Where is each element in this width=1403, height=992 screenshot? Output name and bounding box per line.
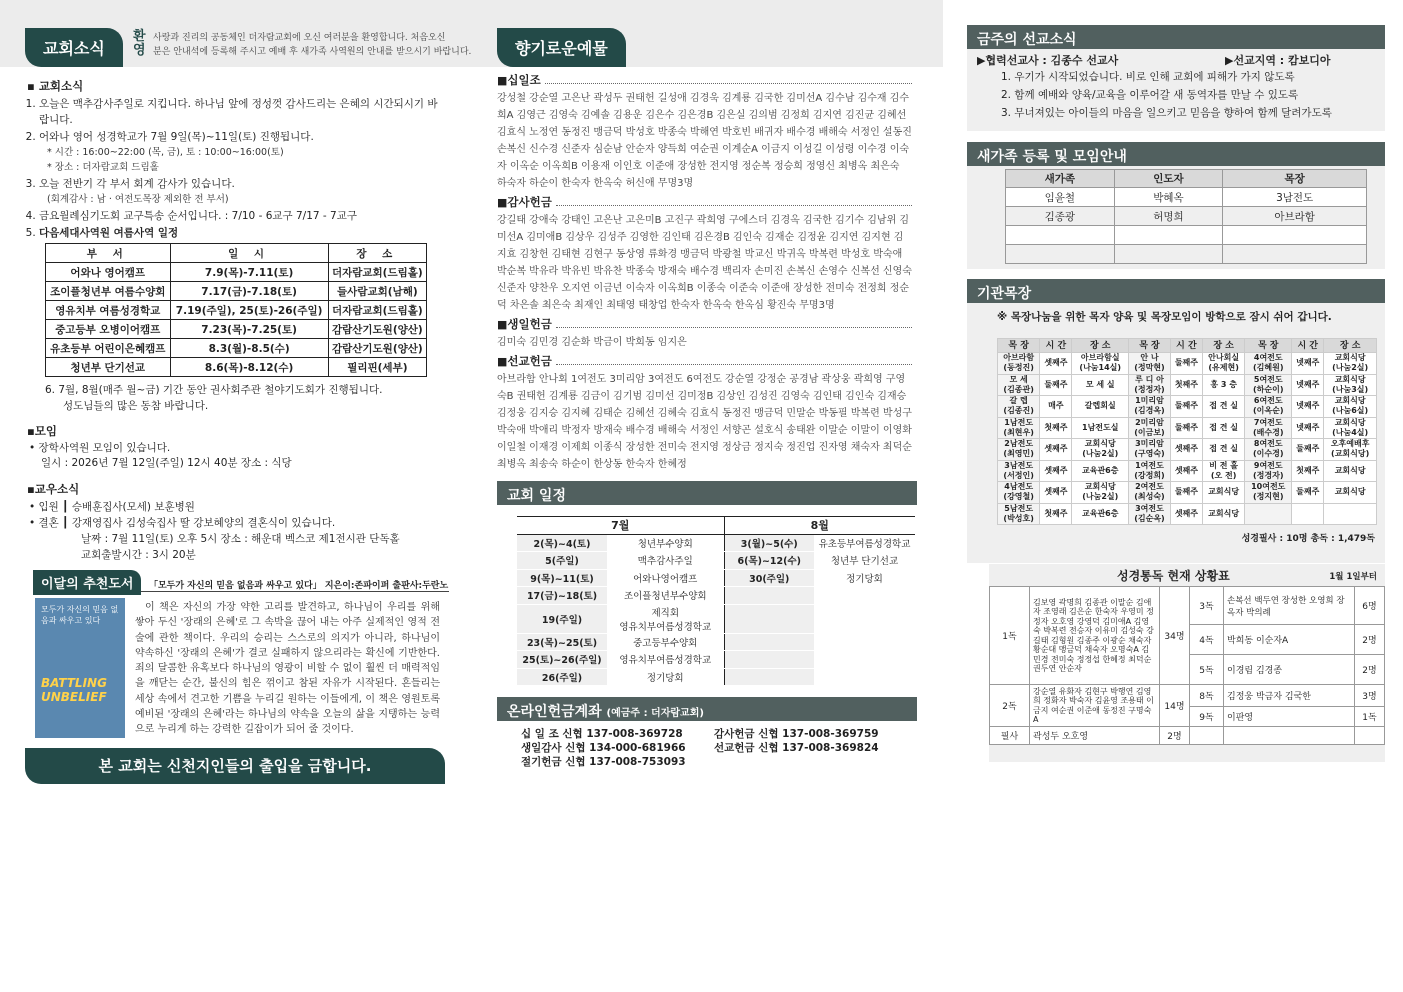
text-field: 감사헌금 [507, 195, 552, 209]
welcome-text [153, 31, 483, 59]
summer-row [46, 339, 427, 358]
schedule-date [724, 633, 814, 651]
schedule-header: 교회 일정 [497, 481, 917, 505]
summer-cell: 7.23(목)-7.25(토) [170, 320, 328, 339]
schedule-event [814, 668, 915, 686]
summer-cell: 더자람교회(드림홀) [328, 263, 426, 282]
registration-cell: 임윤철 [1006, 188, 1115, 207]
ministry-cell: 5여전도 (하순이) [1245, 374, 1292, 396]
ministry-cell: 넷째주 [1292, 374, 1324, 396]
registration-cell: 박혜옥 [1114, 188, 1223, 207]
summer-row [46, 320, 427, 339]
text-field: 절기헌금 신협 137-008-753093 [521, 756, 686, 768]
text-field: 14명 [1160, 685, 1190, 727]
text-field: 1독 [990, 587, 1030, 685]
schedule-row [517, 552, 915, 570]
schedule-row [517, 534, 915, 552]
meeting-text [29, 441, 445, 471]
ministry-cell: 둘째주 [1040, 374, 1072, 396]
text-field: (예금주 : 더자람교회) [606, 708, 704, 719]
text-field: 손복선 백두연 장성한 오영희 장옥자 박의례 [1224, 587, 1355, 625]
ministry-cell: 2남전도 (최영민) [998, 439, 1040, 461]
summer-row [46, 263, 427, 282]
book-description: 이 책은 자신의 가장 약한 고리를 발견하고, 하나님이 우리를 위해 쌓아 두신 '장래의 은혜'로 그 속박을 끊어 내는 아주 실제적인 영적 전술에 관한 책이다. 우리의 승리는 스스로의 의지가 아니라, 하나님이 약속하신 '장래의 은혜'가 결코 실패하지 않으리라는 확신에 기반한다. 죄의 달콤한 유혹보다 하나님의 영광이 비할 수 없이 훨씬 더 매력적임을 깨닫는 순간, 불신의 힘은 꺾이고 참된 자유가 시작된다. 흔들리는 세상 속에서 견고한 기쁨을 누리길 원하는 이들에게, 이 책은 영원토록 예비된 '장래의 은혜'라는 하나님의 약속을 오늘의 삶을 지탱하는 능력으로 누리게 하는 강력한 길잡이가 되어 줄 것이다. [135, 602, 440, 736]
ministry-cell: 2미리암 (이금보) [1129, 417, 1171, 439]
schedule-event: 영유치부여름성경학교 [607, 651, 724, 669]
book-header [33, 570, 449, 592]
text-field: 일 시 [170, 244, 328, 263]
ministry-cell: 9여전도 (정경자) [1245, 460, 1292, 482]
text-field: • 장학사역원 모임이 있습니다. [29, 442, 171, 454]
text-field: 분은 안내석에 등록해 주시고 예배 후 새가족 사역원의 안내를 받으시기 바랍니다. [153, 47, 472, 57]
text-field: 김정웅 박금자 김국한 [1224, 685, 1355, 707]
text-field: 사랑과 진리의 공동체인 더자람교회에 오신 여러분을 환영합니다. 처음오신 [153, 33, 446, 43]
account-row [521, 741, 921, 755]
mission-item: 2. 함께 예배와 양육/교육을 이루어갈 새 동역자를 만날 수 있도록 [1001, 89, 1299, 101]
registration-cell [1223, 226, 1367, 245]
text-field: 부 서 [46, 244, 171, 263]
text-field: 교회소식 [38, 79, 84, 93]
summer-row [46, 301, 427, 320]
account-list [521, 727, 921, 769]
ministry-cell: 접 견 실 [1202, 439, 1244, 461]
summer-cell: 7.9(목)-7.11(토) [170, 263, 328, 282]
text-field: 십 일 조 신협 137-008-369728 [521, 728, 683, 740]
book-cover-image [35, 598, 125, 738]
text-field: 2명 [1160, 727, 1190, 745]
ministry-cell: 교회식당 [1202, 482, 1244, 504]
bible-row [990, 685, 1385, 707]
ministry-cell: 교회식당 (나눔6실) [1324, 396, 1377, 418]
ministry-cell: 셋째주 [1040, 460, 1072, 482]
ministry-cell: 셋째주 [1040, 439, 1072, 461]
ministry-cell: 교회식당 (나눔3실) [1324, 374, 1377, 396]
ministry-cell: 넷째주 [1292, 396, 1324, 418]
schedule-date: 2(목)~4(토) [517, 534, 607, 552]
schedule-event [814, 587, 915, 605]
ministry-cell: 6여전도 (이옥순) [1245, 396, 1292, 418]
ministry-cell: 1여전도 (강정희) [1129, 460, 1171, 482]
ministry-row [998, 396, 1377, 418]
ministry-cell: 오후예배후 (교회식당) [1324, 439, 1377, 461]
text-field: (회계감사 : 남 · 여전도목장 제외한 전 부서) [47, 194, 229, 205]
text-field: * 장소 : 더자람교회 드림홀 [47, 162, 159, 173]
schedule-row [517, 604, 915, 633]
member-news-title: ▪교우소식 [27, 482, 80, 496]
text-field: • 입원 ┃ 승배훈집사(모세) 보훈병원 [29, 501, 195, 513]
bible-title: 성경통독 현재 상황표 [1117, 569, 1230, 583]
text-field: 환 [133, 29, 146, 44]
schedule-date [724, 651, 814, 669]
offering-names: 김미숙 김민경 김순화 박금이 박희동 임지은 [497, 337, 687, 348]
text-field: 1독 [1355, 707, 1385, 727]
bible-date: 1월 1일부터 [1329, 572, 1377, 582]
bible-table [989, 586, 1385, 745]
summer-cell: 필리핀(세부) [328, 358, 426, 377]
schedule-event: 정기당회 [814, 569, 915, 587]
ministry-cell: 아브라함 (동정진) [998, 353, 1040, 375]
ministry-cell: 첫째주 [1040, 417, 1072, 439]
news-item [39, 176, 445, 207]
mission-box [967, 49, 1385, 131]
ministry-head-cell: 장 소 [1324, 339, 1377, 353]
ministry-cell: 갈 렙 (김종진) [998, 396, 1040, 418]
text-field: 2명 [1355, 625, 1385, 655]
mission-header: 금주의 선교소식 [967, 25, 1385, 49]
registration-cell [1114, 226, 1223, 245]
schedule-date: 19(주일) [517, 604, 607, 633]
text-field: 34명 [1160, 587, 1190, 685]
ministry-cell: 넷째주 [1292, 353, 1324, 375]
text-field: • 결혼 ┃ 강재영집사 김성숙집사 딸 강보혜양의 결혼식이 있습니다. [29, 517, 336, 529]
text-field: 일시 : 2026년 7월 12일(주일) 12시 40분 장소 : 식당 [41, 457, 292, 469]
registration-cell [1114, 245, 1223, 264]
summer-cell: 8.3(월)-8.5(수) [170, 339, 328, 358]
text-field: UNBELIEF [41, 690, 107, 704]
schedule-event: 어와나영어캠프 [607, 569, 724, 587]
schedule-row [517, 587, 915, 605]
ministry-cell: 첫째주 [1292, 460, 1324, 482]
text-field: 4독 [1190, 625, 1224, 655]
text-field: 선교헌금 신협 137-008-369824 [714, 742, 879, 754]
ministry-cell: 비 전 홀 (오 전) [1202, 460, 1244, 482]
text-field: 이판영 [1224, 707, 1355, 727]
registration-cell: 김종광 [1006, 207, 1115, 226]
registration-row [1006, 207, 1367, 226]
summer-cell: 감람산기도원(양산) [328, 320, 426, 339]
ministry-cell: 둘째주 [1170, 417, 1202, 439]
ministry-cell: 갈렙회실 [1072, 396, 1129, 418]
ministry-cell: 5남전도 (박성호) [998, 503, 1040, 525]
summer-cell: 더자람교회(드림홀) [328, 301, 426, 320]
ministry-head-cell: 장 소 [1202, 339, 1244, 353]
offerings-header: 향기로운예물 [497, 28, 626, 67]
ministry-cell: 1남전도실 [1072, 417, 1129, 439]
ministry-cell: 접 견 실 [1202, 417, 1244, 439]
ministry-note: ※ 목장나눔을 위한 목자 양육 및 목장모임이 방학으로 잠시 쉬어 갑니다. [997, 311, 1332, 323]
news-item-6-sub: 성도님들의 많은 동참 바랍니다. [63, 400, 209, 412]
text-field: 7월 [517, 517, 724, 535]
text-field: 감사헌금 신협 137-008-369759 [714, 728, 879, 740]
registration-header: 새가족 등록 및 모임안내 [967, 142, 1385, 166]
schedule-row [517, 569, 915, 587]
ministry-cell: 루 디 아 (정정자) [1129, 374, 1171, 396]
news-item-6: 6. 7월, 8월(매주 월~금) 기간 동안 권사회주관 철야기도회가 진행됩니다. [45, 384, 383, 396]
summer-cell: 7.19(주일), 25(토)-26(주일) [170, 301, 328, 320]
ministry-cell: 교육관6층 [1072, 460, 1129, 482]
ministry-cell: 둘째주 [1292, 439, 1324, 461]
ministry-head-cell: 목 장 [998, 339, 1040, 353]
summer-cell: 감람산기도원(양산) [328, 339, 426, 358]
schedule-event: 제직회 영유치부여름성경학교 [607, 604, 724, 633]
text-field: BATTLING [41, 676, 107, 690]
ministry-cell [1324, 503, 1377, 525]
schedule-date: 23(목)~25(토) [517, 633, 607, 651]
news-item: 4. 금요월례심기도회 교구특송 순서입니다. : 7/10 - 6교구 7/17 - 7교구 [39, 208, 445, 224]
ministry-cell: 교육관6층 [1072, 503, 1129, 525]
text-field: 2독 [990, 685, 1030, 727]
bible-row [990, 727, 1385, 745]
ministry-cell: 셋째주 [1170, 460, 1202, 482]
ministry-cell: 셋째주 [1040, 482, 1072, 504]
ministry-cell [1292, 503, 1324, 525]
ministry-cell: 1미리암 (김경옥) [1129, 396, 1171, 418]
ministry-cell: 아브라함실 (나눔14실) [1072, 353, 1129, 375]
registration-row [1006, 226, 1367, 245]
schedule-date [724, 668, 814, 686]
text-field: 8독 [1190, 685, 1224, 707]
schedule-event: 유초등부여름성경학교 [814, 534, 915, 552]
summer-cell: 8.6(목)-8.12(수) [170, 358, 328, 377]
ministry-cell: 교회식당 [1202, 503, 1244, 525]
ministry-cell: 넷째주 [1292, 417, 1324, 439]
registration-row [1006, 188, 1367, 207]
book-label: 이달의 추천도서 [33, 570, 141, 595]
offering-section-title: ■ 생일헌금 [497, 316, 912, 332]
schedule-date [724, 604, 814, 633]
notice-banner: 본 교회는 신천지인들의 출입을 금합니다. [25, 748, 445, 784]
text-field: * 시간 : 16:00~22:00 (목, 금), 토 : 10:00~16:00(토) [47, 147, 284, 158]
text-field: 오늘 전반기 각 부서 회계 감사가 있습니다. [39, 178, 235, 190]
ministry-head-cell: 시 간 [1292, 339, 1324, 353]
text-field: 온라인헌금계좌 [507, 704, 602, 720]
ministry-cell: 3여전도 (김순옥) [1129, 503, 1171, 525]
missionary-name: ▶협력선교사 : 김종수 선교사 [977, 54, 1119, 67]
ministry-cell: 교회식당 (나눔2실) [1072, 482, 1129, 504]
ministry-cell: 교회식당 (나눔2실) [1324, 353, 1377, 375]
ministry-cell: 둘째주 [1170, 482, 1202, 504]
ministry-head-cell: 시 간 [1040, 339, 1072, 353]
offering-section-title: ■ 감사헌금 [497, 194, 912, 210]
text-field: 교우소식 [34, 482, 80, 496]
ministry-cell: 안나회실 (유제현) [1202, 353, 1244, 375]
text-field: 이경림 김경종 [1224, 655, 1355, 685]
offering-section-title: ■ 선교헌금 [497, 353, 912, 369]
text-field: 목장 [1223, 170, 1367, 188]
text-field: 5독 [1190, 655, 1224, 685]
ministry-row [998, 460, 1377, 482]
text-field: 모임 [34, 424, 58, 438]
mission-item: 3. 무너져있는 아이들의 마음을 일으키고 믿음을 향하여 함께 달려가도록 [1001, 107, 1332, 119]
text-field: 김보영 곽명희 김종관 이말순 김애자 조영래 김은순 한숙자 우영미 정정자 오호영 강영덕 김미애A 김영숙 박복련 전승자 이유미 김성숙 강길태 김형원 김종주 이광순 채숙자 황순대 맹금덕 채숙자 오명숙A 김민경 전미숙 정정섭 한혜정 최덕순 권두연 안순자 [1030, 587, 1160, 685]
schedule-date: 26(주일) [517, 668, 607, 686]
ministry-head-cell: 목 장 [1129, 339, 1171, 353]
ministry-row [998, 482, 1377, 504]
ministry-cell: 셋째주 [1170, 439, 1202, 461]
ministry-cell: 4여전도 (김혜원) [1245, 353, 1292, 375]
text-field: 3명 [1355, 685, 1385, 707]
ministry-row [998, 417, 1377, 439]
mission-region: ▶선교지역 : 캄보디아 [1225, 54, 1331, 67]
ministry-box [967, 303, 1385, 563]
ministry-cell: 교회식당 (나눔4실) [1324, 417, 1377, 439]
schedule-event: 정기당회 [607, 668, 724, 686]
offering-names: 아브라함 안나회 1여전도 3미리암 3여전도 6여전도 강순열 강정순 공경남 곽상웅 곽희영 구영숙B 권태헌 김계룡 김금이 김기범 김미선 김미정B 김상인 김성진 김영숙 김인태 김인숙 김재승 김정웅 김지승 김지혜 김태순 김혜선 김혜숙 김효식 동정진 맹금덕 민말순 박동필 박복련 박성구 박숙애 박애리 박정자 방재숙 배수경 배해숙 서정인 서향곤 설호식 송태완 이말순 이말이 이영화 이일철 이재경 이제희 이종식 장성한 전미숙 전지영 정상금 정지숙 정진업 진자영 채숙자 최덕순 최병옥 최송숙 하순이 한상동 한숙자 한혜정 [497, 374, 912, 470]
schedule-row [517, 668, 915, 686]
text-field: 다음세대사역원 여름사역 일정 [39, 227, 179, 239]
schedule-date: 3(월)~5(수) [724, 534, 814, 552]
registration-table [1005, 169, 1367, 264]
bible-row [990, 587, 1385, 625]
summer-cell: 중고등부 오병이어캠프 [46, 320, 171, 339]
text-field: 모두가 자신의 믿음 없음과 싸우고 있다 [41, 605, 119, 625]
text-field: 인도자 [1114, 170, 1223, 188]
ministry-cell: 교회식당 (나눔2실) [1072, 439, 1129, 461]
text-field: 생일감사 신협 134-000-681966 [521, 742, 686, 754]
ministry-cell: 8여전도 (이수경) [1245, 439, 1292, 461]
ministry-cell: 1남전도 (최현우) [998, 417, 1040, 439]
registration-row [1006, 245, 1367, 264]
ministry-row [998, 503, 1377, 525]
ministry-cell: 홍 3 층 [1202, 374, 1244, 396]
text-field: 영 [133, 43, 146, 58]
registration-cell [1006, 226, 1115, 245]
summer-cell: 청년부 단기선교 [46, 358, 171, 377]
summer-cell: 들사람교회(남해) [328, 282, 426, 301]
offering-list [497, 70, 912, 475]
offering-names: 강길태 강애숙 강태인 고은난 고은미B 고진구 곽희영 구에스더 김경옥 김국한 김기수 김남위 김미선A 김미애B 김상우 김성주 김영한 김인태 김은경B 김인숙 김재순 김정윤 김지연 김지현 김지효 김창헌 김태현 김현구 동상영 류화경 맹금덕 박광철 박교신 박귀옥 박복련 박성호 박숙애 박순복 박유라 박유빈 박유찬 박종숙 방재숙 배수경 백리자 손미진 손복신 손영수 신복선 신영숙 신준자 양찬우 오지연 이금년 이숙자 이옥희B 이종숙 이준숙 이준애 장성한 전미숙 전정희 정순덕 차은솔 최은숙 최재인 최태영 태창업 한숙자 한옥숙 한옥심 황진숙 무명3명 [497, 215, 912, 311]
summer-cell: 유초등부 어린이은혜캠프 [46, 339, 171, 358]
text-field: 9독 [1190, 707, 1224, 727]
text-field: 2명 [1355, 655, 1385, 685]
meeting-title: ▪모임 [27, 424, 58, 438]
text-field: 어와나 영어 성경학교가 7월 9일(목)~11일(토) 진행됩니다. [39, 131, 314, 143]
schedule-date: 17(금)~18(토) [517, 587, 607, 605]
ministry-cell: 둘째주 [1292, 482, 1324, 504]
summer-row [46, 282, 427, 301]
offering-section-title: ■ 십일조 [497, 72, 912, 88]
registration-box [967, 166, 1385, 269]
ministry-cell: 첫째주 [1040, 503, 1072, 525]
ministry-head-cell: 시 간 [1170, 339, 1202, 353]
ministry-header: 기관목장 [967, 279, 1385, 303]
bible-reading-box [989, 564, 1385, 762]
text-field: 장 소 [328, 244, 426, 263]
ministry-head-cell: 목 장 [1245, 339, 1292, 353]
registration-cell [1223, 245, 1367, 264]
text-field: 3독 [1190, 587, 1224, 625]
schedule-date: 6(목)~12(수) [724, 552, 814, 570]
news-item [39, 129, 445, 175]
ministry-cell: 안 나 (정막현) [1129, 353, 1171, 375]
church-news-header: 교회소식 [25, 28, 123, 67]
schedule-row [517, 651, 915, 669]
schedule-event: 맥추감사주일 [607, 552, 724, 570]
text-field: 새가족 [1006, 170, 1115, 188]
summer-cell: 조이플청년부 여름수양회 [46, 282, 171, 301]
ministry-cell: 모 세 실 [1072, 374, 1129, 396]
text-field: 교회출발시간 : 3시 20분 [81, 549, 196, 561]
schedule-date: 25(토)~26(주일) [517, 651, 607, 669]
news-title: ▪ 교회소식 [27, 79, 84, 93]
schedule-event: 청년부 단기선교 [814, 552, 915, 570]
schedule-event [814, 604, 915, 633]
welcome-label [133, 30, 146, 58]
ministry-cell: 접 견 실 [1202, 396, 1244, 418]
ministry-footer: 성경필사 : 10명 총독 : 1,479독 [1241, 534, 1375, 544]
news-item: 1. 오늘은 맥추감사주일로 지킵니다. 하나님 앞에 정성껏 감사드리는 은혜의 시간되시기 바랍니다. [39, 96, 445, 128]
ministry-head-cell: 장 소 [1072, 339, 1129, 353]
ministry-row [998, 439, 1377, 461]
ministry-cell: 첫째주 [1170, 374, 1202, 396]
ministry-row [998, 374, 1377, 396]
text-field: 날짜 : 7월 11일(토) 오후 5시 장소 : 해운대 벡스코 제1전시관 단독홀 [81, 533, 400, 545]
schedule-date: 5(주일) [517, 552, 607, 570]
church-schedule-table [517, 516, 915, 686]
ministry-cell: 셋째주 [1170, 503, 1202, 525]
ministry-cell: 둘째주 [1170, 353, 1202, 375]
schedule-date: 30(주일) [724, 569, 814, 587]
ministry-cell: 교회식당 [1324, 460, 1377, 482]
summer-cell: 어와나 영어캠프 [46, 263, 171, 282]
text-field: 8월 [724, 517, 915, 535]
ministry-cell: 둘째주 [1170, 396, 1202, 418]
ministry-cell: 셋째주 [1040, 353, 1072, 375]
schedule-event: 조이플청년부수양회 [607, 587, 724, 605]
text-field: 박희동 이순자A [1224, 625, 1355, 655]
registration-cell: 허명희 [1114, 207, 1223, 226]
ministry-cell: 교회식당 [1324, 482, 1377, 504]
ministry-cell: 3남전도 (서정인) [998, 460, 1040, 482]
account-row [521, 755, 921, 769]
schedule-event: 청년부수양회 [607, 534, 724, 552]
schedule-row [517, 633, 915, 651]
summer-schedule-table [45, 243, 427, 377]
mission-item: 1. 우기가 시작되었습니다. 비로 인해 교회에 피해가 가지 않도록 [1001, 71, 1295, 83]
book-info: 「모두가 자신의 믿음 없음과 싸우고 있다」 지은이:존파이퍼 출판사:두란노 [148, 581, 449, 591]
schedule-date: 9(목)~11(토) [517, 569, 607, 587]
registration-cell: 아브라함 [1223, 207, 1367, 226]
account-row [521, 727, 921, 741]
text-field: 필사 [990, 727, 1030, 745]
text-field: 선교헌금 [507, 354, 552, 368]
offering-names: 강성철 강순열 고은난 곽성두 권태헌 길성애 김경욱 김계룡 김국한 김미선A 김수남 김수재 김수희A 김영근 김영숙 김예솔 김용운 김은수 김은경B 김은실 김의범 김정희 김지연 김진균 김혜선 김효식 노정연 동정진 맹금덕 박성호 박종숙 박해연 박호빈 배귀자 배수경 배해숙 서정인 설동진 손복신 신수경 신준자 심순남 안순자 양득희 여순권 이계순A 이금지 이성길 이성령 이수경 이숙자 이옥순 이옥희B 이용재 이인호 이준애 장성한 전지영 정순복 정승희 정영신 최병옥 최은숙 하숙자 하순이 한숙자 한옥숙 허신애 무명3명 [497, 93, 912, 189]
news-list [39, 96, 445, 241]
news-item [39, 225, 445, 241]
ministry-table [997, 338, 1377, 525]
member-news-text [29, 499, 445, 563]
ministry-cell: 4남전도 (강영철) [998, 482, 1040, 504]
ministry-cell [1245, 503, 1292, 525]
schedule-event [814, 651, 915, 669]
text-field: 곽성두 오호영 [1030, 727, 1160, 745]
text-field: 강순열 유화자 김현구 박행연 김영희 정화자 박숙자 김윤영 조용태 이금지 여순권 이준애 동정진 구명숙A [1030, 685, 1160, 727]
summer-cell: 영유치부 여름성경학교 [46, 301, 171, 320]
online-account-header [497, 697, 917, 721]
registration-cell: 3남전도 [1223, 188, 1367, 207]
ministry-cell: 3미리암 (구영숙) [1129, 439, 1171, 461]
ministry-cell: 7여전도 (배수경) [1245, 417, 1292, 439]
ministry-row [998, 353, 1377, 375]
schedule-event: 중고등부수양회 [607, 633, 724, 651]
ministry-cell: 모 세 (김종관) [998, 374, 1040, 396]
text-field: 생일헌금 [507, 317, 552, 331]
summer-cell: 7.17(금)-7.18(토) [170, 282, 328, 301]
text-field: 6명 [1355, 587, 1385, 625]
text-field: 십일조 [507, 73, 541, 87]
registration-cell [1006, 245, 1115, 264]
summer-row [46, 358, 427, 377]
schedule-event [814, 633, 915, 651]
ministry-cell: 10여전도 (정지현) [1245, 482, 1292, 504]
ministry-cell: 2여전도 (최성숙) [1129, 482, 1171, 504]
schedule-date [724, 587, 814, 605]
ministry-cell: 매주 [1040, 396, 1072, 418]
